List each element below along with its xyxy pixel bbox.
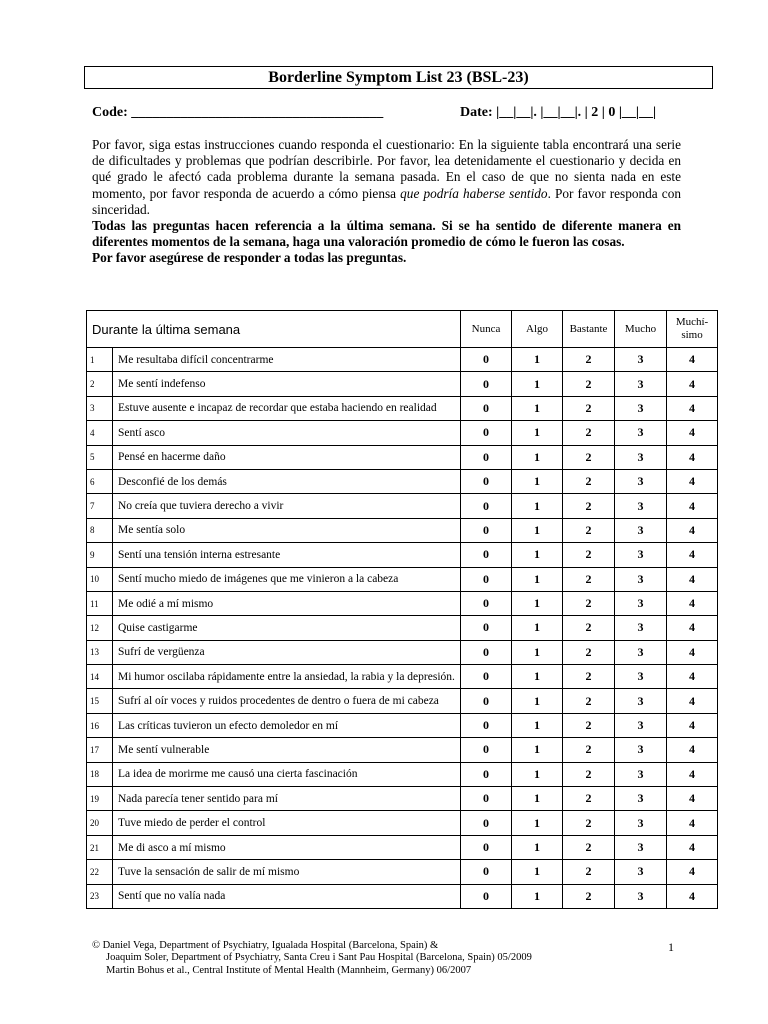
rating-option-4[interactable]: 4: [667, 494, 718, 518]
item-text: Sentí asco: [113, 421, 461, 445]
rating-option-1[interactable]: 1: [512, 396, 563, 420]
rating-option-4[interactable]: 4: [667, 860, 718, 884]
table-row: [87, 640, 718, 664]
table-row: [87, 518, 718, 542]
rating-option-0[interactable]: 0: [461, 738, 512, 762]
rating-option-1[interactable]: 1: [512, 665, 563, 689]
rating-option-4[interactable]: 4: [667, 372, 718, 396]
table-row: [87, 396, 718, 420]
table-row: [87, 787, 718, 811]
rating-option-0[interactable]: 0: [461, 640, 512, 664]
rating-option-2[interactable]: 2: [563, 884, 615, 908]
option-header-bastante: Bastante: [563, 311, 615, 348]
item-number: 16: [87, 713, 113, 737]
item-text: Me odié a mí mismo: [113, 591, 461, 615]
rating-option-0[interactable]: 0: [461, 372, 512, 396]
rating-option-4[interactable]: 4: [667, 616, 718, 640]
item-number: 14: [87, 665, 113, 689]
table-row: [87, 738, 718, 762]
rating-option-1[interactable]: 1: [512, 348, 563, 372]
code-field[interactable]: Code: ____________________________________: [92, 105, 384, 120]
rating-option-1[interactable]: 1: [512, 640, 563, 664]
item-text: La idea de morirme me causó una cierta fascinación: [113, 762, 461, 786]
rating-option-0[interactable]: 0: [461, 884, 512, 908]
rating-option-2[interactable]: 2: [563, 567, 615, 591]
rating-option-0[interactable]: 0: [461, 713, 512, 737]
rating-option-3[interactable]: 3: [615, 689, 667, 713]
item-text: Estuve ausente e incapaz de recordar que estaba haciendo en realidad: [113, 396, 461, 420]
rating-option-2[interactable]: 2: [563, 738, 615, 762]
rating-option-1[interactable]: 1: [512, 884, 563, 908]
rating-option-1[interactable]: 1: [512, 567, 563, 591]
rating-option-4[interactable]: 4: [667, 543, 718, 567]
item-text: Quise castigarme: [113, 616, 461, 640]
item-number: 6: [87, 469, 113, 493]
rating-option-4[interactable]: 4: [667, 396, 718, 420]
rating-option-4[interactable]: 4: [667, 762, 718, 786]
rating-option-1[interactable]: 1: [512, 811, 563, 835]
rating-option-4[interactable]: 4: [667, 469, 718, 493]
footer-line-2: Joaquim Soler, Department of Psychiatry, Santa Creu i Sant Pau Hospital (Barcelona, Spain) 05/2009: [106, 952, 532, 964]
item-text: Me sentí indefenso: [113, 372, 461, 396]
item-number: 18: [87, 762, 113, 786]
rating-option-0[interactable]: 0: [461, 567, 512, 591]
table-row: [87, 543, 718, 567]
rating-option-2[interactable]: 2: [563, 396, 615, 420]
rating-option-3[interactable]: 3: [615, 738, 667, 762]
rating-option-3[interactable]: 3: [615, 616, 667, 640]
rating-option-3[interactable]: 3: [615, 787, 667, 811]
rating-option-2[interactable]: 2: [563, 835, 615, 859]
item-number: 9: [87, 543, 113, 567]
rating-option-1[interactable]: 1: [512, 543, 563, 567]
item-text: Mi humor oscilaba rápidamente entre la ansiedad, la rabia y la depresión.: [113, 665, 461, 689]
item-text: No creía que tuviera derecho a vivir: [113, 494, 461, 518]
instructions-bold-1: Todas las preguntas hacen referencia a la última semana. Si se ha sentido de diferente manera en diferentes momentos de la semana, haga una valoración promedio de cómo le fueron las cosas.: [92, 218, 681, 250]
rating-option-1[interactable]: 1: [512, 494, 563, 518]
item-text: Sufrí de vergüenza: [113, 640, 461, 664]
rating-option-4[interactable]: 4: [667, 811, 718, 835]
rating-option-1[interactable]: 1: [512, 762, 563, 786]
rating-option-2[interactable]: 2: [563, 713, 615, 737]
rating-option-0[interactable]: 0: [461, 518, 512, 542]
page-number: 1: [668, 940, 674, 954]
rating-option-3[interactable]: 3: [615, 469, 667, 493]
rating-option-0[interactable]: 0: [461, 616, 512, 640]
rating-option-0[interactable]: 0: [461, 787, 512, 811]
rating-option-2[interactable]: 2: [563, 689, 615, 713]
rating-option-2[interactable]: 2: [563, 421, 615, 445]
rating-option-0[interactable]: 0: [461, 396, 512, 420]
rating-option-4[interactable]: 4: [667, 518, 718, 542]
rating-option-2[interactable]: 2: [563, 372, 615, 396]
item-number: 10: [87, 567, 113, 591]
rating-option-3[interactable]: 3: [615, 372, 667, 396]
footer: [92, 940, 692, 977]
rating-option-4[interactable]: 4: [667, 567, 718, 591]
item-number: 4: [87, 421, 113, 445]
rating-option-4[interactable]: 4: [667, 689, 718, 713]
item-number: 17: [87, 738, 113, 762]
rating-option-0[interactable]: 0: [461, 543, 512, 567]
table-header-row: [87, 311, 718, 348]
rating-option-4[interactable]: 4: [667, 884, 718, 908]
rating-option-3[interactable]: 3: [615, 591, 667, 615]
table-row: [87, 591, 718, 615]
rating-option-1[interactable]: 1: [512, 591, 563, 615]
date-field[interactable]: Date: |__|__|. |__|__|. | 2 | 0 |__|__|: [460, 105, 657, 120]
table-row: [87, 567, 718, 591]
rating-option-4[interactable]: 4: [667, 713, 718, 737]
item-number: 20: [87, 811, 113, 835]
item-number: 8: [87, 518, 113, 542]
rating-option-2[interactable]: 2: [563, 640, 615, 664]
rating-option-0[interactable]: 0: [461, 445, 512, 469]
item-text: Nada parecía tener sentido para mí: [113, 787, 461, 811]
rating-option-4[interactable]: 4: [667, 591, 718, 615]
rating-option-0[interactable]: 0: [461, 591, 512, 615]
item-text: Me sentía solo: [113, 518, 461, 542]
rating-option-2[interactable]: 2: [563, 762, 615, 786]
item-number: 1: [87, 348, 113, 372]
rating-option-0[interactable]: 0: [461, 860, 512, 884]
item-number: 2: [87, 372, 113, 396]
item-number: 7: [87, 494, 113, 518]
option-header-algo: Algo: [512, 311, 563, 348]
table-row: [87, 421, 718, 445]
rating-option-3[interactable]: 3: [615, 445, 667, 469]
rating-option-3[interactable]: 3: [615, 835, 667, 859]
item-text: Sufrí al oír voces y ruidos procedentes de dentro o fuera de mi cabeza: [113, 689, 461, 713]
rating-option-0[interactable]: 0: [461, 689, 512, 713]
option-header-mucho: Mucho: [615, 311, 667, 348]
table-row: [87, 494, 718, 518]
rating-option-1[interactable]: 1: [512, 421, 563, 445]
rating-option-4[interactable]: 4: [667, 665, 718, 689]
rating-option-3[interactable]: 3: [615, 543, 667, 567]
table-row: [87, 469, 718, 493]
item-text: Me resultaba difícil concentrarme: [113, 348, 461, 372]
instructions-bold-2: Por favor asegúrese de responder a todas las preguntas.: [92, 250, 407, 266]
rating-option-1[interactable]: 1: [512, 469, 563, 493]
table-row: [87, 348, 718, 372]
rating-option-3[interactable]: 3: [615, 811, 667, 835]
option-header-nunca: Nunca: [461, 311, 512, 348]
footer-line-3: Martin Bohus et al., Central Institute of Mental Health (Mannheim, Germany) 06/2007: [106, 964, 472, 976]
rating-option-4[interactable]: 4: [667, 835, 718, 859]
rating-option-3[interactable]: 3: [615, 713, 667, 737]
rating-option-3[interactable]: 3: [615, 421, 667, 445]
footer-line-1: © Daniel Vega, Department of Psychiatry, Igualada Hospital (Barcelona, Spain) &: [92, 940, 439, 951]
item-number: 15: [87, 689, 113, 713]
rating-option-2[interactable]: 2: [563, 469, 615, 493]
rating-option-4[interactable]: 4: [667, 640, 718, 664]
table-row: [87, 616, 718, 640]
rating-option-3[interactable]: 3: [615, 396, 667, 420]
item-number: 19: [87, 787, 113, 811]
item-number: 21: [87, 835, 113, 859]
rating-option-1[interactable]: 1: [512, 860, 563, 884]
rating-option-4[interactable]: 4: [667, 787, 718, 811]
item-text: Pensé en hacerme daño: [113, 445, 461, 469]
item-number: 5: [87, 445, 113, 469]
rating-option-1[interactable]: 1: [512, 445, 563, 469]
rating-option-3[interactable]: 3: [615, 494, 667, 518]
rating-option-1[interactable]: 1: [512, 713, 563, 737]
item-text: Tuve miedo de perder el control: [113, 811, 461, 835]
symptom-table: [86, 310, 718, 909]
item-number: 3: [87, 396, 113, 420]
rating-option-0[interactable]: 0: [461, 421, 512, 445]
rating-option-4[interactable]: 4: [667, 421, 718, 445]
rating-option-1[interactable]: 1: [512, 738, 563, 762]
instructions: [92, 137, 681, 267]
rating-option-2[interactable]: 2: [563, 860, 615, 884]
rating-option-0[interactable]: 0: [461, 469, 512, 493]
page-title: Borderline Symptom List 23 (BSL-23): [84, 66, 713, 89]
rating-option-1[interactable]: 1: [512, 518, 563, 542]
rating-option-2[interactable]: 2: [563, 348, 615, 372]
rating-option-0[interactable]: 0: [461, 835, 512, 859]
rating-option-4[interactable]: 4: [667, 445, 718, 469]
rating-option-3[interactable]: 3: [615, 665, 667, 689]
rating-option-3[interactable]: 3: [615, 640, 667, 664]
rating-option-3[interactable]: 3: [615, 762, 667, 786]
rating-option-3[interactable]: 3: [615, 567, 667, 591]
instructions-italic: que podría haberse sentido: [400, 185, 548, 201]
option-header-muchisimo: Muchí-simo: [667, 311, 718, 348]
rating-option-2[interactable]: 2: [563, 616, 615, 640]
rating-option-1[interactable]: 1: [512, 689, 563, 713]
item-text: Desconfié de los demás: [113, 469, 461, 493]
item-number: 12: [87, 616, 113, 640]
table-row: [87, 811, 718, 835]
table-row: [87, 835, 718, 859]
item-text: Sentí una tensión interna estresante: [113, 543, 461, 567]
item-text: Me di asco a mí mismo: [113, 835, 461, 859]
item-text: Tuve la sensación de salir de mí mismo: [113, 860, 461, 884]
item-text: Me sentí vulnerable: [113, 738, 461, 762]
rating-option-3[interactable]: 3: [615, 884, 667, 908]
item-number: 23: [87, 884, 113, 908]
rating-option-0[interactable]: 0: [461, 348, 512, 372]
rating-option-2[interactable]: 2: [563, 518, 615, 542]
table-row: [87, 689, 718, 713]
instructions-normal: Por favor, siga estas instrucciones cuando responda el cuestionario: En la siguiente tabla encontrará una serie de dificultades y problemas que podrían describirle. Por favor, lea detenidamente el cuestionario y decida en qué grado le afectó cada problema durante la semana pasada. En el caso de que no sienta nada en este momento, por favor responda de acuerdo a cómo piensa que podría haberse sentido. Por favor responda con sinceridad.: [92, 137, 681, 217]
table-row: [87, 884, 718, 908]
rating-option-2[interactable]: 2: [563, 591, 615, 615]
item-text: Sentí mucho miedo de imágenes que me vinieron a la cabeza: [113, 567, 461, 591]
table-row: [87, 445, 718, 469]
rating-option-2[interactable]: 2: [563, 445, 615, 469]
rating-option-1[interactable]: 1: [512, 787, 563, 811]
rating-option-1[interactable]: 1: [512, 835, 563, 859]
table-row: [87, 665, 718, 689]
table-row: [87, 762, 718, 786]
rating-option-0[interactable]: 0: [461, 494, 512, 518]
rating-option-2[interactable]: 2: [563, 787, 615, 811]
rating-option-2[interactable]: 2: [563, 665, 615, 689]
question-header: Durante la última semana: [87, 311, 461, 348]
rating-option-1[interactable]: 1: [512, 372, 563, 396]
rating-option-3[interactable]: 3: [615, 348, 667, 372]
table-row: [87, 860, 718, 884]
item-number: 22: [87, 860, 113, 884]
rating-option-0[interactable]: 0: [461, 762, 512, 786]
rating-option-2[interactable]: 2: [563, 543, 615, 567]
table-row: [87, 372, 718, 396]
rating-option-0[interactable]: 0: [461, 665, 512, 689]
item-text: Sentí que no valía nada: [113, 884, 461, 908]
code-date-line: [92, 105, 682, 121]
rating-option-3[interactable]: 3: [615, 860, 667, 884]
rating-option-0[interactable]: 0: [461, 811, 512, 835]
rating-option-4[interactable]: 4: [667, 738, 718, 762]
rating-option-4[interactable]: 4: [667, 348, 718, 372]
rating-option-2[interactable]: 2: [563, 811, 615, 835]
item-number: 13: [87, 640, 113, 664]
rating-option-2[interactable]: 2: [563, 494, 615, 518]
table-row: [87, 713, 718, 737]
rating-option-1[interactable]: 1: [512, 616, 563, 640]
rating-option-3[interactable]: 3: [615, 518, 667, 542]
item-number: 11: [87, 591, 113, 615]
item-text: Las críticas tuvieron un efecto demoledor en mí: [113, 713, 461, 737]
